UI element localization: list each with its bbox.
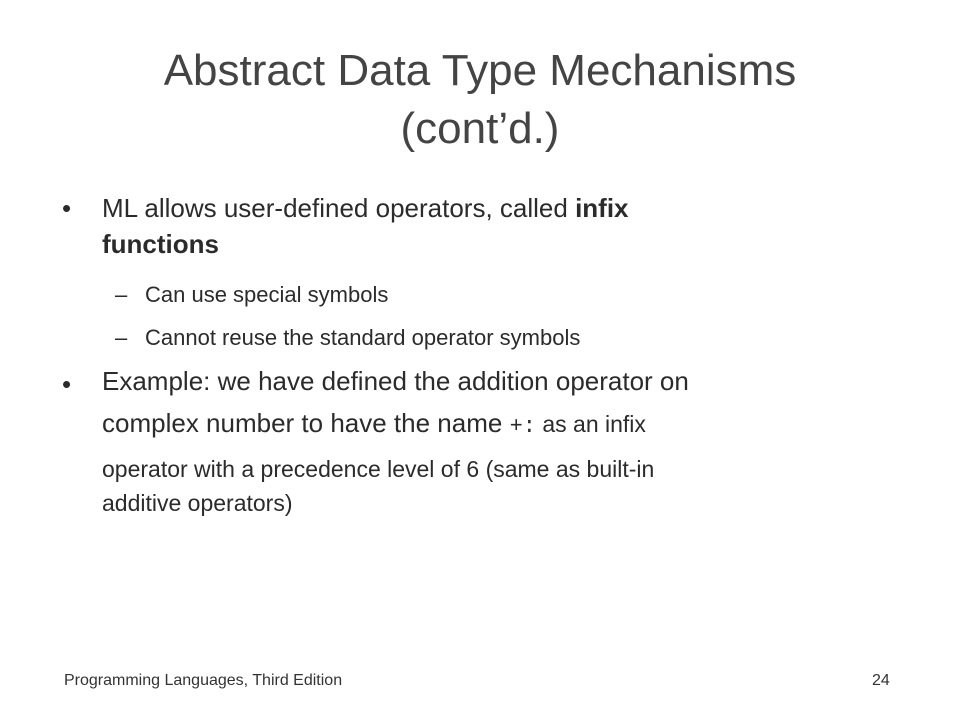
bullet-marker: • [62, 193, 72, 223]
title-line-1: Abstract Data Type Mechanisms [163, 46, 797, 95]
sub-bullet-marker: – [115, 282, 128, 307]
example-line-4: additive operators) [102, 490, 293, 516]
example-line-2 [102, 408, 646, 439]
bullet-text-bold-infix: infix [575, 193, 629, 223]
example-line-3: operator with a precedence level of 6 (same as built-in [102, 456, 655, 482]
bullet-text [102, 190, 862, 262]
operator-code: +: [509, 414, 536, 439]
example-line-2-after: as an infix [535, 411, 646, 437]
bullet-text-plain: ML allows user-defined operators, called [102, 193, 576, 223]
bullet-marker: • [62, 369, 72, 399]
slide-title [80, 42, 880, 158]
footer-book-title: Programming Languages, Third Edition [64, 672, 343, 689]
bullet-text-bold-functions: functions [102, 229, 219, 259]
sub-bullet-text: Can use special symbols [145, 282, 389, 307]
sub-bullet-text: Cannot reuse the standard operator symbols [145, 325, 581, 350]
example-line-2-text: complex number to have the name [102, 408, 510, 438]
sub-bullet-marker: – [115, 325, 128, 350]
example-line-1: Example: we have defined the addition operator on [102, 366, 689, 396]
title-line-2: (cont’d.) [400, 104, 560, 153]
footer-page-number: 24 [872, 672, 890, 689]
